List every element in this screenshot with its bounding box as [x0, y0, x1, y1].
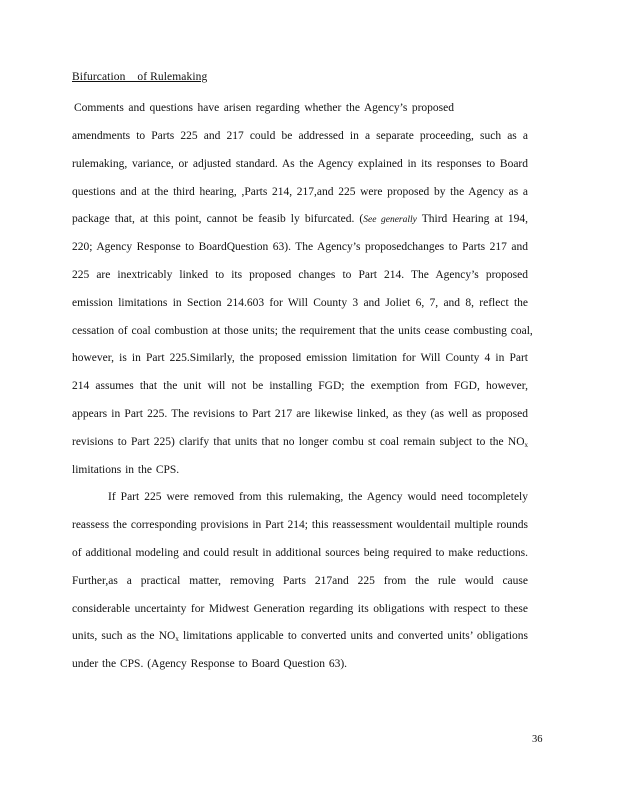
- body-line: 214 assumes that the unit will not be installing FGD; the exemption from FGD, however,: [72, 380, 528, 392]
- body-line: rulemaking, variance, or adjusted standard. As the Agency explained in its responses to Board: [72, 158, 528, 170]
- body-line: appears in Part 225. The revisions to Part 217 are likewise linked, as they (as well as proposed: [72, 408, 528, 420]
- body-line: If Part 225 were removed from this rulemaking, the Agency would need tocompletely: [108, 491, 528, 503]
- body-line: limitations in the CPS.: [72, 464, 180, 476]
- page-number: 36: [532, 734, 543, 745]
- body-line: cessation of coal combustion at those units; the requirement that the units cease combusting coal,: [72, 325, 533, 337]
- body-line-text: limitations applicable to converted units and converted units’ obligations: [178, 630, 528, 642]
- body-line: questions and at the third hearing, ,Parts 214, 217,and 225 were proposed by the Agency as a: [72, 186, 528, 198]
- italic-citation: See generally: [363, 215, 417, 225]
- body-line: Further,as a practical matter, removing Parts 217and 225 from the rule would cause: [72, 575, 528, 587]
- body-line: package that, at this point, cannot be feasib ly bifurcated. (See generally Third Hearing at 194,: [72, 213, 528, 225]
- nox-subscript: x: [524, 441, 528, 449]
- body-line: considerable uncertainty for Midwest Generation regarding its obligations with respect to these: [72, 603, 528, 615]
- body-line: under the CPS. (Agency Response to Board Question 63).: [72, 658, 348, 670]
- section-heading: Bifurcation of Rulemaking: [72, 71, 208, 83]
- body-line: [72, 435, 528, 452]
- body-line: of additional modeling and could result in additional sources being required to make reductions.: [72, 547, 528, 559]
- nox-subscript: x: [175, 635, 179, 643]
- body-line-text: units, such as the NO: [72, 630, 176, 642]
- body-line: however, is in Part 225.Similarly, the proposed emission limitation for Will County 4 in Part: [72, 352, 528, 364]
- body-line: 220; Agency Response to BoardQuestion 63). The Agency’s proposedchanges to Parts 217 and: [72, 241, 528, 253]
- body-line: reassess the corresponding provisions in Part 214; this reassessment wouldentail multiple rounds: [72, 519, 528, 531]
- body-line: amendments to Parts 225 and 217 could be addressed in a separate proceeding, such as a: [72, 130, 528, 142]
- body-line: emission limitations in Section 214.603 for Will County 3 and Joliet 6, 7, and 8, reflect the: [72, 297, 528, 309]
- body-line: 225 are inextricably linked to its proposed changes to Part 214. The Agency’s proposed: [72, 269, 528, 281]
- body-line: [72, 629, 528, 646]
- body-line-text: revisions to Part 225) clarify that units that no longer combu st coal remain subject to the NO: [72, 436, 525, 448]
- body-line: Comments and questions have arisen regarding whether the Agency’s proposed: [74, 102, 454, 114]
